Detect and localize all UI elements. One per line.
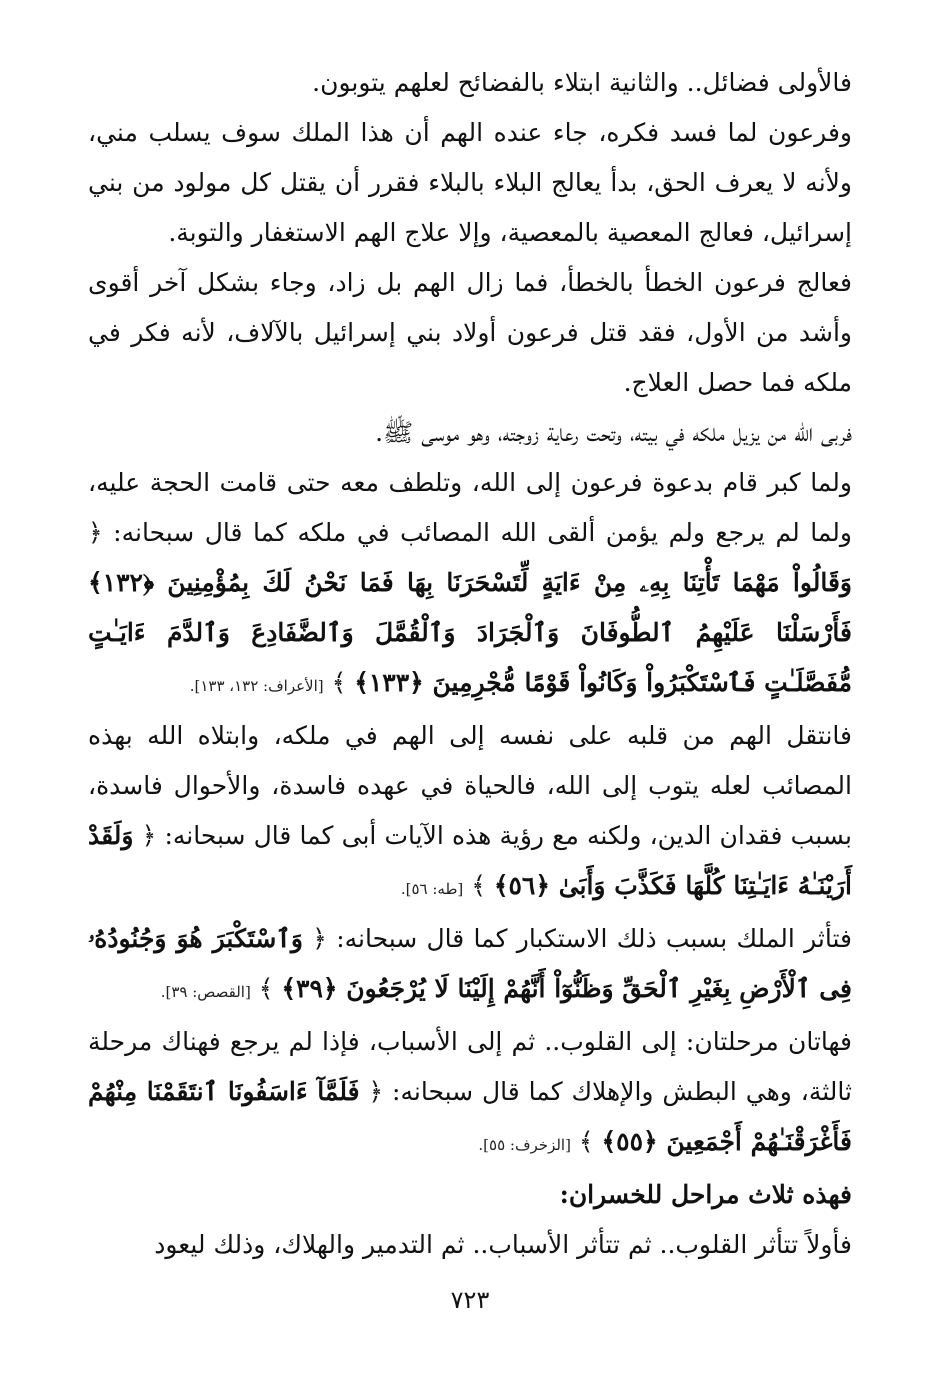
verse-reference-zukhruf: [الزخرف: ٥٥]. — [478, 1136, 571, 1154]
paragraph-3: فعالج فرعون الخطأ بالخطأ، فما زال الهم بل زاد، وجاء بشكل آخر أقوى وأشد من الأول، فقد قتل فرعون أولاد بني إسرائيل بالآلاف، لأنه فكر في ملكه فما حصل العلاج. — [88, 268, 852, 397]
quran-close-bracket: ﴾ — [258, 974, 274, 1003]
paragraph-5 — [88, 458, 852, 711]
quran-close-bracket: ﴾ — [471, 871, 486, 900]
quran-verse-araf: وَقَالُواْ مَهْمَا تَأْتِنَا بِهِۦ مِنْ ءَايَةٍ لِّتَسْحَرَنَا بِهَا فَمَا نَحْنُ لَكَ بِمُؤْمِنِينَ ﴿١٣٢﴾ فَأَرْسَلْنَا عَلَيْهِمُ ٱلطُّوفَانَ وَٱلْجَرَادَ وَٱلْقُمَّلَ وَٱلضَّفَادِعَ وَٱلدَّمَ ءَايَـٰتٍ مُّفَصَّلَـٰتٍ فَٱسْتَكْبَرُواْ وَكَانُواْ قَوْمًا مُّجْرِمِينَ ﴿١٣٣﴾ — [88, 568, 852, 697]
quran-open-bracket: ﴿ — [141, 821, 157, 850]
page-number: ٧٢٣ — [450, 1286, 490, 1314]
quran-verse-qasas: وَٱسْتَكْبَرَ هُوَ وَجُنُودُهُۥ فِى ٱلْأَرْضِ بِغَيْرِ ٱلْحَقِّ وَظَنُّوٓاْ أَنَّهُمْ إِلَيْنَا لَا يُرْجَعُونَ ﴿٣٩﴾ — [88, 924, 852, 1003]
paragraph-7-text: فتأثر الملك بسبب ذلك الاستكبار كما قال سبحانه: — [336, 924, 852, 953]
paragraph-4: فربى الله من يزيل ملكه في بيته، وتحت رعاية زوجته، وهو موسى ﷺ. — [375, 418, 852, 447]
paragraph-5-text: ولما كبر قام بدعوة فرعون إلى الله، وتلطف معه حتى قامت الحجة عليه، ولما لم يرجع ولم يؤمن ألقى الله المصائب في ملكه كما قال سبحانه: — [88, 468, 852, 547]
quran-close-bracket: ﴾ — [331, 668, 347, 697]
paragraph-6 — [88, 711, 852, 914]
verse-reference-araf: [الأعراف: ١٣٢، ١٣٣]. — [189, 677, 324, 695]
section-heading: فهذه ثلاث مراحل للخسران: — [559, 1180, 852, 1209]
quran-open-bracket: ﴿ — [88, 518, 103, 547]
paragraph-8-text: فهاتان مرحلتان: إلى القلوب.. ثم إلى الأسباب، فإذا لم يرجع فهناك مرحلة ثالثة، وهي البطش والإهلاك كما قال سبحانه: — [88, 1027, 852, 1106]
paragraph-1: فالأولى فضائل.. والثانية ابتلاء بالفضائح لعلهم يتوبون. — [312, 68, 852, 97]
quran-verse-zukhruf: فَلَمَّآ ءَاسَفُونَا ٱنتَقَمْنَا مِنْهُمْ فَأَغْرَقْنَـٰهُمْ أَجْمَعِينَ ﴿٥٥﴾ — [88, 1077, 852, 1156]
quran-verse-taha: وَلَقَدْ أَرَيْنَـٰهُ ءَايَـٰتِنَا كُلَّهَا فَكَذَّبَ وَأَبَىٰ ﴿٥٦﴾ — [88, 821, 852, 900]
paragraph-9: فأولاً تتأثر القلوب.. ثم تتأثر الأسباب.. ثم التدمير والهلاك، وذلك ليعود — [154, 1230, 852, 1259]
page-body — [88, 58, 852, 1270]
paragraph-7 — [88, 914, 852, 1017]
verse-reference-taha: [طه: ٥٦]. — [400, 880, 464, 898]
verse-reference-qasas: [القصص: ٣٩]. — [160, 983, 251, 1001]
paragraph-6-text: فانتقل الهم من قلبه على نفسه إلى الهم في ملكه، وابتلاه الله بهذه المصائب لعله يتوب إلى الله، فالحياة في عهده فاسدة، والأحوال فاسدة، بسبب فقدان الدين، ولكنه مع رؤية هذه الآيات أبى كما قال سبحانه: — [88, 721, 852, 850]
paragraph-8 — [88, 1017, 852, 1170]
quran-close-bracket: ﴾ — [578, 1127, 594, 1156]
paragraph-2: وفرعون لما فسد فكره، جاء عنده الهم أن هذا الملك سوف يسلب مني، ولأنه لا يعرف الحق، بدأ يعالج البلاء بالبلاء فقرر أن يقتل كل مولود من بني إسرائيل، فعالج المعصية بالمعصية، وإلا علاج الهم الاستغفار والتوبة. — [88, 118, 852, 247]
quran-open-bracket: ﴿ — [368, 1077, 384, 1106]
quran-open-bracket: ﴿ — [312, 924, 327, 953]
